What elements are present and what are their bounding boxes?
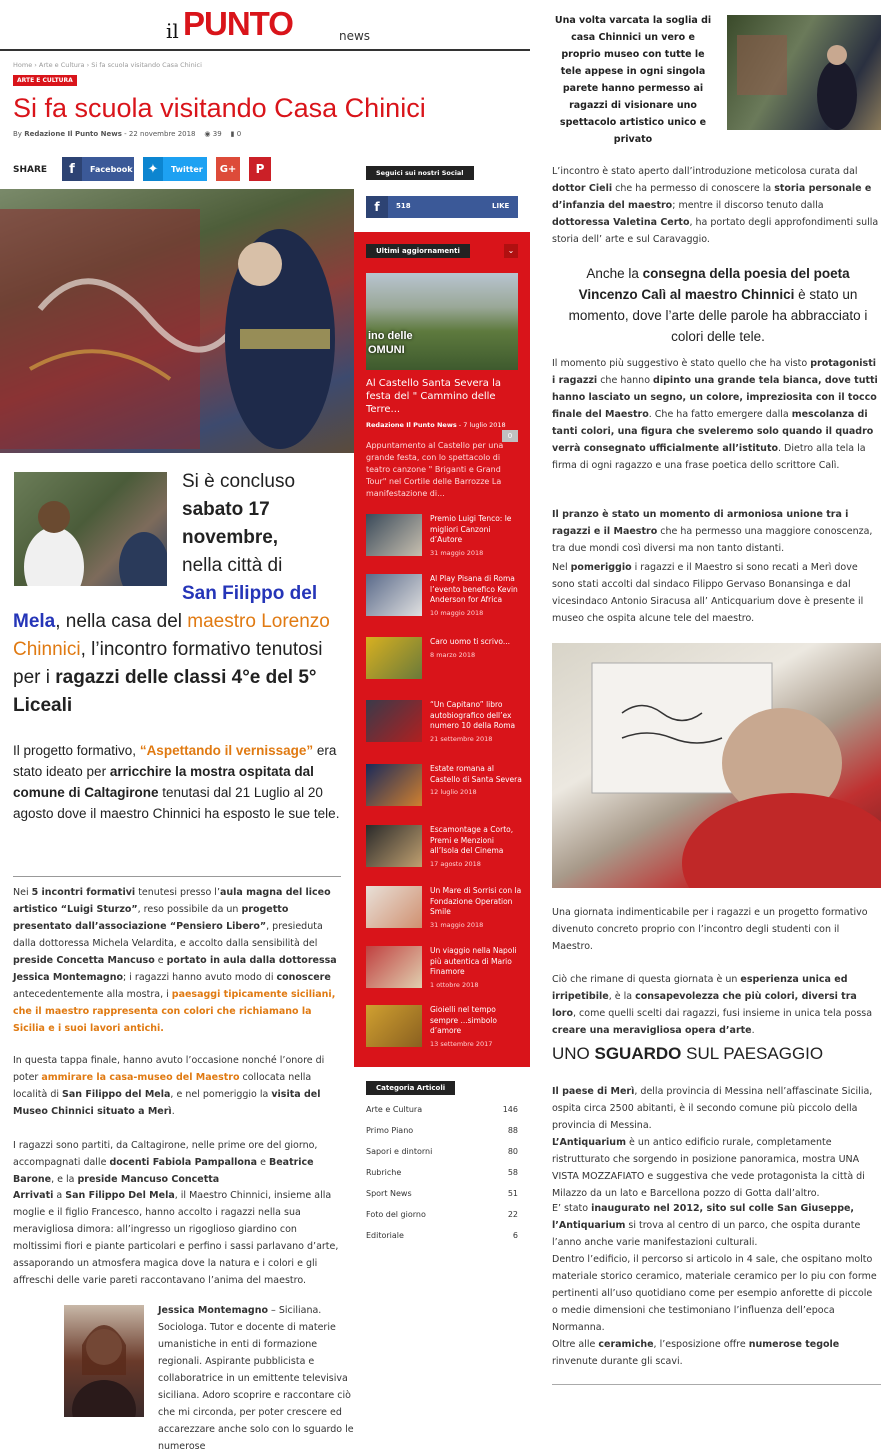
- t: ,: [331, 989, 336, 1000]
- t: , ha portato degli approfondimenti sulla storia dell’ arte e sul Caravaggio.: [552, 217, 879, 245]
- news-thumbnail[interactable]: [366, 514, 422, 556]
- paragraph-incontri: [13, 884, 341, 1037]
- news-list-item[interactable]: [366, 764, 526, 820]
- lead-classes: ragazzi delle classi 4°e del 5° Liceali: [13, 667, 317, 716]
- poetry-quote: [560, 263, 876, 347]
- t: Il pranzo è stato un momento di armoniosa unione tra i ragazzi e il Maestro: [552, 509, 849, 537]
- logo-news: news: [339, 29, 371, 43]
- news-thumbnail[interactable]: [366, 764, 422, 806]
- news-item-text[interactable]: [430, 700, 524, 744]
- header-divider: [0, 49, 530, 51]
- t: inaugurato nel 2012, sito sul colle San Giuseppe, l’Antiquarium: [552, 1203, 855, 1231]
- paragraph-edificio: Dentro l’edificio, il percorso si articolo in 4 sale, che ospitano molto materiale storico ceramico, materiale ceramico per lo piu con forme pertinenti all’uso quotidiano come per esempio anforette di piccole o medie dimensioni che testimoniano l’influenza dell’epoca Normanna.: [552, 1254, 877, 1333]
- paragraph-esperienza: [552, 971, 881, 1039]
- breadcrumb[interactable]: Home › Arte e Cultura › Si fa scuola visitando Casa Chinici: [13, 61, 202, 69]
- paragraph-introduzione: [552, 163, 881, 248]
- twitter-share-button[interactable]: [143, 157, 207, 181]
- category-heading: Categoria Articoli: [366, 1081, 455, 1095]
- author-illustration: [64, 1305, 144, 1417]
- page-title: Si fa scuola visitando Casa Chinici: [13, 93, 426, 123]
- meta-comments: 0: [236, 130, 242, 138]
- t: che ha permesso di conoscere la: [612, 183, 775, 194]
- news-date: 12 luglio 2018: [430, 788, 477, 796]
- featured-news-excerpt: Appuntamento al Castello per una grande festa, con lo spettacolo di teatro canzone " Briganti e Grand Tour" nel Cortile delle Barrozze La manifestazione di...: [366, 441, 504, 498]
- project-b: “Aspettando il vernissage”: [139, 743, 314, 758]
- t: dottoressa Valetina Certo: [552, 217, 690, 228]
- lead-maestro: maestro Lorenzo Chinnici: [13, 611, 330, 660]
- t: Il momento più suggestivo è stato quello che ha visto: [552, 358, 811, 369]
- t: storia personale e d’infanzia del maestro: [552, 183, 872, 211]
- t: preside Concetta Mancuso: [13, 955, 155, 966]
- students-image: [14, 472, 167, 586]
- paragraph-tappa-finale: [13, 1052, 341, 1120]
- news-list-item[interactable]: [366, 574, 526, 630]
- news-title[interactable]: Gioielli nel tempo sempre ...simbolo d’amore: [430, 1005, 497, 1035]
- t: progetto presentato dall’associazione “Pensiero Libero”: [13, 904, 289, 932]
- project-e: tenutasi dal 21 Luglio al 20 agosto dove il maestro Chinnici ha esposto le sue tele.: [13, 785, 340, 821]
- t: , e nel pomeriggio la: [170, 1089, 272, 1100]
- lead-mela: Mela: [13, 611, 56, 632]
- t: , e la: [51, 1174, 78, 1185]
- t: Arrivati: [13, 1190, 54, 1201]
- t: antecedentemente alla mostra, i: [13, 989, 172, 1000]
- news-thumbnail[interactable]: [366, 825, 422, 867]
- facebook-icon: f: [366, 196, 388, 218]
- category-badge[interactable]: ARTE E CULTURA: [13, 75, 77, 86]
- news-date: 13 settembre 2017: [430, 1039, 493, 1048]
- news-thumbnail[interactable]: [366, 946, 422, 988]
- t: Ciò che rimane di questa giornata è un: [552, 974, 741, 985]
- t: protagonisti i ragazzi: [552, 358, 876, 386]
- news-list-item[interactable]: [366, 886, 526, 942]
- twitter-icon: ✦: [143, 157, 163, 181]
- t: L’Antiquarium: [552, 1137, 626, 1148]
- news-item-text[interactable]: [430, 514, 524, 558]
- t: tenutesi presso l’: [135, 887, 220, 898]
- category-count: 6: [512, 1231, 518, 1240]
- news-item-text[interactable]: [430, 637, 524, 660]
- category-item[interactable]: [366, 1126, 518, 1135]
- t: , il Maestro Chinnici, insieme alla moglie e il figlio Francesco, hanno accolto i ragazzi nella sua meravigliosa dimora: all’ingresso un rigoglioso giardino con moltissimi fiori e piante particolari e perfino i sassi parlavano d’arte, assaporando un atmosfera magica dove la natura e i colori e gli affreschi delle varie pareti raccontavano l’anima del maestro.: [13, 1190, 339, 1286]
- author-avatar: [64, 1305, 144, 1417]
- news-title[interactable]: Un Mare di Sorrisi con la Fondazione Operation Smile: [430, 886, 522, 916]
- pinterest-icon: P: [255, 162, 265, 176]
- section-heading: [552, 1044, 823, 1064]
- paragraph-momento: [552, 355, 881, 474]
- students-illustration: [14, 472, 167, 586]
- t: Oltre alle: [552, 1339, 599, 1350]
- t: Anche la: [586, 266, 643, 281]
- news-date: 31 maggio 2018: [430, 920, 484, 929]
- logo-punto: PUNTO: [183, 5, 293, 42]
- t: ; i ragazzi hanno avuto modo di: [123, 972, 277, 983]
- news-title[interactable]: Un viaggio nella Napoli più autentica di Mario Finamore: [430, 946, 517, 976]
- category-item[interactable]: [366, 1189, 518, 1198]
- fb-count: 518: [396, 202, 411, 210]
- featured-news-title[interactable]: Al Castello Santa Severa la festa del " Cammino delle Terre...: [366, 378, 501, 415]
- project-a: Il progetto formativo,: [13, 743, 140, 758]
- t: che ha permesso una maggiore conoscenza, tra due mondi così diversi ma non tanto distanti.: [552, 526, 873, 554]
- news-title[interactable]: Al Play Pisana di Roma l’evento benefico Kevin Anderson for Africa: [430, 574, 518, 604]
- featured-news-meta: Redazione Il Punto News - 7 luglio 2018: [366, 421, 506, 429]
- t: , è la: [608, 991, 636, 1002]
- t: ; mentre il discorso tenuto dalla: [672, 200, 824, 211]
- paragraph-pomeriggio: [552, 559, 881, 627]
- site-logo[interactable]: [163, 5, 373, 45]
- section-divider: [13, 876, 341, 877]
- facebook-icon: f: [62, 157, 82, 181]
- t: UNO: [552, 1044, 595, 1063]
- t: In questa tappa finale, hanno avuto l’occasione nonché l’onore di poter: [13, 1055, 325, 1083]
- footer-divider: [552, 1384, 881, 1385]
- category-count: 22: [507, 1210, 518, 1219]
- meta-by: By: [13, 130, 22, 138]
- pinterest-share-button[interactable]: [249, 157, 271, 181]
- t: . Dietro alla tela la firma di ogni ragazzo e una frase poetica dello scrittore Calì.: [552, 443, 866, 471]
- lead-line-3: nella città di: [182, 555, 283, 576]
- gplus-icon: G+: [219, 163, 237, 175]
- chevron-down-icon[interactable]: ⌄: [504, 244, 518, 258]
- news-date: 31 maggio 2018: [430, 548, 484, 557]
- featured-news-image[interactable]: [366, 273, 518, 370]
- article-main-image: [0, 189, 354, 453]
- category-item[interactable]: [366, 1147, 518, 1156]
- painting-illustration: [0, 189, 354, 453]
- category-count: 51: [507, 1189, 518, 1198]
- meta-author[interactable]: Redazione Il Punto News: [24, 130, 122, 138]
- t: .: [751, 1025, 755, 1036]
- news-thumbnail[interactable]: [366, 1005, 422, 1047]
- lead-text: [182, 468, 342, 608]
- t: ammirare la casa-museo del Maestro: [41, 1072, 240, 1083]
- author-bio: [158, 1302, 358, 1455]
- news-title[interactable]: Escamontage a Corto, Premi e Menzioni all’Isola del Cinema: [430, 825, 514, 855]
- category-name[interactable]: Arte e Cultura: [366, 1105, 423, 1114]
- category-item[interactable]: [366, 1168, 518, 1177]
- author-name[interactable]: Jessica Montemagno: [158, 1305, 269, 1316]
- t: preside Mancuso Concetta: [77, 1174, 220, 1185]
- news-list-item[interactable]: [366, 514, 526, 570]
- museum-illustration: [727, 15, 881, 130]
- category-name[interactable]: Foto del giorno: [366, 1210, 426, 1219]
- t: 5 incontri formativi: [31, 887, 136, 898]
- comment-icon: ▮: [230, 130, 235, 138]
- news-item-text[interactable]: [430, 946, 524, 990]
- news-list-item[interactable]: [366, 700, 526, 756]
- category-item[interactable]: [366, 1105, 518, 1114]
- news-title[interactable]: Premio Luigi Tenco: le migliori Canzoni d’Autore: [430, 514, 512, 544]
- news-item-text[interactable]: [430, 1005, 524, 1049]
- article-meta: By Redazione Il Punto News - 22 novembre 2018 ◉ 39 ▮ 0: [13, 130, 242, 138]
- t: che hanno: [597, 375, 654, 386]
- follow-heading: Seguici sui nostri Social: [366, 166, 474, 180]
- t: conoscere: [276, 972, 331, 983]
- eye-icon: ◉: [204, 130, 211, 138]
- project-d: arricchire la mostra ospitata dal comune di Caltagirone: [13, 764, 314, 800]
- t: portato in aula dalla dottoressa Jessica Montemagno: [13, 955, 337, 983]
- paragraph-giornata: Una giornata indimenticabile per i ragazzi e un progetto formativo divenuto concreto proprio con l’incontro degli studenti con il Maestro.: [552, 907, 868, 952]
- t: rinvenute durante gli scavi.: [552, 1356, 683, 1367]
- fb-like-button[interactable]: LIKE: [492, 202, 510, 210]
- lead-line-2: sabato 17 novembre,: [182, 499, 279, 548]
- news-list-item[interactable]: [366, 946, 526, 1002]
- t: Nei: [13, 887, 32, 898]
- t: si trova al centro di un parco, che ospita durante l’anno anche varie manifestazioni culturali.: [552, 1220, 861, 1248]
- news-date: 1 ottobre 2018: [430, 980, 479, 989]
- lead-text-a: , nella casa del: [55, 611, 188, 632]
- news-list-item[interactable]: [366, 637, 526, 693]
- category-name[interactable]: Primo Piano: [366, 1126, 414, 1135]
- paragraph-antiquarium: [552, 1134, 881, 1202]
- t: i ragazzi e il Maestro si sono recati a Merì dove sono stati accolti dal sindaco Filippo Gervaso Bonansinga e dal vicesindaco Antonio Siracusa all’ Anticquarium dove è presente il museo che ospita alcune tele del maestro.: [552, 562, 864, 624]
- museum-visit-image: [727, 15, 881, 130]
- news-list-item[interactable]: [366, 825, 526, 881]
- category-name[interactable]: Sapori e dintorni: [366, 1147, 433, 1156]
- paragraph-partenza: [13, 1137, 341, 1188]
- news-title[interactable]: Estate romana al Castello di Santa Severa: [430, 764, 522, 784]
- poetry-canvas-image: [552, 643, 881, 888]
- paragraph-pranzo: [552, 506, 881, 557]
- project-paragraph: [13, 740, 343, 824]
- paragraph-arrivo: [13, 1187, 341, 1289]
- gplus-share-button[interactable]: [216, 157, 240, 181]
- t: Nel: [552, 562, 571, 573]
- category-count: 58: [507, 1168, 518, 1177]
- t: numerose tegole: [748, 1339, 840, 1350]
- news-thumbnail[interactable]: [366, 700, 422, 742]
- t: esperienza unica ed irripetibile: [552, 974, 848, 1002]
- t: consapevolezza che più colori, diversi tra loro: [552, 991, 857, 1019]
- t: San Filippo del Mela: [62, 1089, 171, 1100]
- category-item[interactable]: [366, 1210, 518, 1219]
- news-date: 17 agosto 2018: [430, 859, 481, 868]
- news-item-text[interactable]: [430, 886, 524, 930]
- t: San Filippo Del Mela: [65, 1190, 175, 1201]
- t: consegna della poesia del poeta Vincenzo Calì al maestro Chinnici: [578, 266, 850, 302]
- featured-comments[interactable]: 0: [502, 430, 518, 442]
- t: ceramiche: [598, 1339, 654, 1350]
- featured-image-text: ino delle OMUNI: [368, 330, 413, 356]
- t: paesaggi tipicamente siciliani: [171, 989, 332, 1000]
- t: e: [154, 955, 167, 966]
- news-item-text[interactable]: [430, 574, 524, 618]
- t: L’incontro è stato aperto dall’introduzione meticolosa curata dal: [552, 166, 858, 177]
- t: collocata nella località di: [13, 1072, 312, 1100]
- t: e: [257, 1157, 269, 1168]
- share-label: SHARE: [13, 165, 48, 175]
- news-list-item[interactable]: [366, 1005, 526, 1061]
- paragraph-meri: [552, 1083, 881, 1134]
- t: è stato un momento, dove l’arte delle parole ha abbracciato i colori delle tele.: [568, 287, 868, 344]
- meta-date: 22 novembre 2018: [128, 130, 196, 138]
- twitter-label: Twitter: [171, 164, 203, 174]
- category-count: 88: [507, 1126, 518, 1135]
- meta-views: 39: [212, 130, 222, 138]
- t: Beatrice Barone: [13, 1157, 314, 1185]
- t: docenti Fabiola Pampallona: [109, 1157, 258, 1168]
- t: , come quelli scelti dai ragazzi, fusi insieme in unica tela possa: [573, 1008, 873, 1019]
- paragraph-inaugurato: [552, 1200, 881, 1251]
- category-count: 146: [502, 1105, 518, 1114]
- highlight-quote: Una volta varcata la soglia di casa Chinnici un vero e proprio museo con tutte le tele appese in ogni singola parete hanno permesso ai ragazzi di visionare uno spettacolo artistico unico e privato: [554, 15, 712, 145]
- t: pomeriggio: [570, 562, 632, 573]
- t: mescolanza di tanti colori, una figura che sveleremo solo quando il quadro verrà consegnato ufficialmente all’istituto: [552, 409, 874, 454]
- poetry-illustration: [552, 643, 881, 888]
- category-name[interactable]: Editoriale: [366, 1231, 404, 1240]
- news-title[interactable]: Caro uomo ti scrivo...: [430, 637, 510, 646]
- category-item[interactable]: [366, 1231, 518, 1240]
- latest-updates-heading: Ultimi aggiornamenti: [366, 244, 470, 258]
- t: Il paese di Merì: [552, 1086, 635, 1097]
- t: dipinto una grande tela bianca, dove tutti hanno lasciato un segno, un colore, impreziosita con il tocco finale del Maestro: [552, 375, 878, 420]
- t: aula magna del liceo artistico “Luigi Sturzo”: [13, 887, 331, 915]
- news-thumbnail[interactable]: [366, 574, 422, 616]
- paragraph-ceramiche: [552, 1336, 881, 1370]
- category-name[interactable]: Sport News: [366, 1189, 412, 1198]
- category-count: 80: [507, 1147, 518, 1156]
- t: , presieduta dalla dottoressa Michela Velardita, e accolto dalla sensibilità del: [13, 921, 323, 949]
- t: visita del Museo Chinnici situato a Merì: [13, 1089, 321, 1117]
- lead-text-continued: [13, 608, 343, 720]
- t: . Che ha fatto emergere dalla: [648, 409, 792, 420]
- t: dottor Cieli: [552, 183, 613, 194]
- news-item-text[interactable]: [430, 825, 524, 869]
- author-bio-text: – Siciliana. Sociologa. Tutor e docente di materie umanistiche in enti di formazione regionali. Aspirante pubblicista e collaboratrice in un emittente televisiva siciliana. Adoro scoprire e raccontare ciò che mi circonda, per poter crescere ed accarezzare anche solo con lo sguardo le numerose: [158, 1305, 354, 1452]
- news-thumbnail[interactable]: [366, 886, 422, 928]
- news-title[interactable]: “Un Capitano” libro autobiografico dell’ex numero 10 della Roma: [430, 700, 516, 730]
- facebook-share-button[interactable]: [62, 157, 134, 181]
- t: creare una meravigliosa opera d’arte: [552, 1025, 752, 1036]
- t: è un antico edificio rurale, completamente ristrutturato che sorgendo in posizione panoramica, mostra UNA VISTA MOZZAFIATO e suggestiva che vede protagonista la città di Milazzo da un lato e Barcellona pozzo di Gotta dall’altro.: [552, 1137, 865, 1199]
- lead-line-4: San Filippo del: [182, 583, 318, 604]
- facebook-like-box[interactable]: [366, 196, 518, 218]
- t: , l’esposizione offre: [653, 1339, 749, 1350]
- t: E’ stato: [552, 1203, 592, 1214]
- featured-author[interactable]: Redazione Il Punto News: [366, 421, 457, 429]
- t: SGUARDO: [594, 1044, 682, 1063]
- project-c: era stato ideato per: [13, 743, 337, 779]
- facebook-label: Facebook: [90, 164, 133, 174]
- news-item-text[interactable]: [430, 764, 524, 798]
- news-date: 10 maggio 2018: [430, 608, 484, 617]
- news-date: 8 marzo 2018: [430, 650, 476, 659]
- t: I ragazzi sono partiti, da Caltagirone, nelle prime ore del giorno, accompagnati dalle: [13, 1140, 318, 1168]
- featured-date: 7 luglio 2018: [463, 421, 506, 429]
- lead-line-1: Si è concluso: [182, 471, 296, 492]
- t: che il maestro rappresenta con colori che richiamano la Sicilia e i suoi lavori antichi.: [13, 1006, 312, 1034]
- t: , della provincia di Messina nell’affascinate Sicilia, ospita circa 2500 abitanti, è il secondo comune più piccolo della provincia di Messina.: [552, 1086, 873, 1131]
- t: a: [53, 1190, 66, 1201]
- logo-il: il: [166, 19, 179, 43]
- t: SUL PAESAGGIO: [681, 1044, 824, 1063]
- lead-text-b: , l’incontro formativo tenutosi per i: [13, 639, 323, 688]
- category-name[interactable]: Rubriche: [366, 1168, 402, 1177]
- news-thumbnail[interactable]: [366, 637, 422, 679]
- news-date: 21 settembre 2018: [430, 734, 493, 743]
- t: .: [171, 1106, 175, 1117]
- t: , reso possibile da un: [137, 904, 242, 915]
